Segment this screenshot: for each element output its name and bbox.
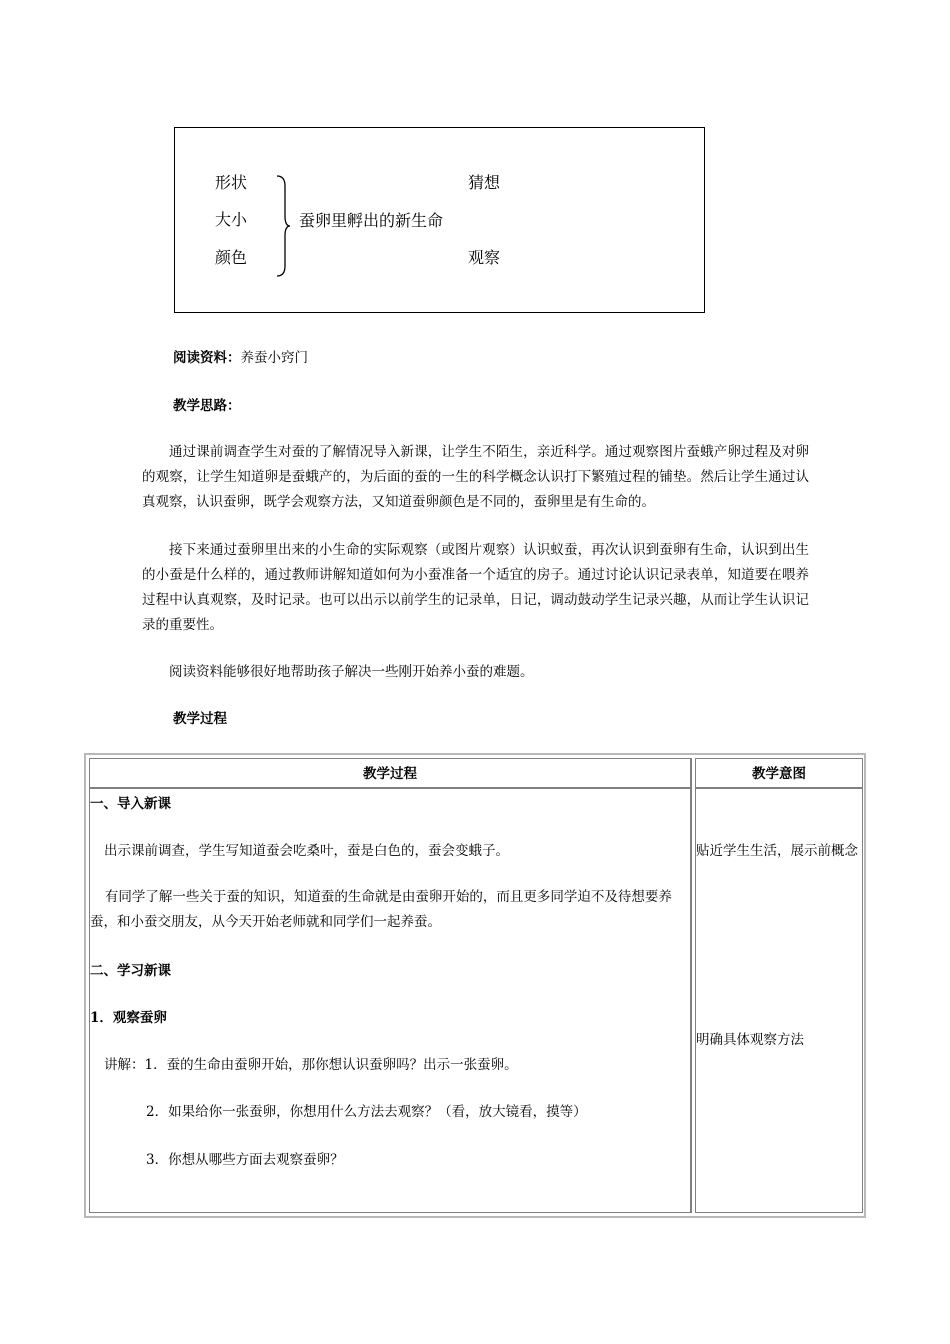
- approach-paragraph-3: 阅读资料能够很好地帮助孩子解决一些刚开始养小蚕的难题。: [169, 664, 534, 680]
- color-label: 颜色: [215, 248, 248, 267]
- process-cell: [89, 788, 692, 1213]
- reading-material: [173, 348, 308, 368]
- approach-paragraph-2: 接下来通过蚕卵里出来的小生命的实际观察（或图片观察）认识蚁蚕，再次认识到蚕卵有生命，认识到出生的小蚕是什么样的，通过教师讲解知道如何为小蚕准备一个适宜的房子。通过讨论认识记录表单，知道要在喂养过程中认真观察，及时记录。也可以出示以前学生的记录单，日记，调动鼓动学生记录兴趣，从而让学生认识记录的重要性。: [142, 542, 809, 633]
- column-header-process: 教学过程: [89, 758, 692, 788]
- subsection-1-title: 1．观察蚕卵: [90, 1010, 167, 1026]
- lesson-table: [84, 753, 866, 1218]
- intent-1: 贴近学生生活，展示前概念: [696, 843, 858, 859]
- approach-heading: 教学思路：: [173, 398, 241, 414]
- guess-label: 猜想: [468, 173, 501, 192]
- intent-2: 明确具体观察方法: [696, 1032, 804, 1048]
- explain-item-2: 2．如果给你一张蚕卵，你想用什么方法去观察？（看，放大镜看，摸等）: [146, 1104, 587, 1120]
- observe-label: 观察: [468, 248, 501, 267]
- shape-label: 形状: [215, 173, 248, 192]
- approach-paragraph-1: 通过课前调查学生对蚕的了解情况导入新课，让学生不陌生，亲近科学。通过观察图片蚕蛾产卵过程及对卵的观察，让学生知道卵是蚕蛾产的，为后面的蚕的一生的科学概念认识打下繁殖过程的铺垫。然后让学生通过认真观察，认识蚕卵，既学会观察方法，又知道蚕卵颜色是不同的，蚕卵里是有生命的。: [142, 444, 809, 510]
- section-1-paragraph-2: 有同学了解一些关于蚕的知识，知道蚕的生命就是由蚕卵开始的，而且更多同学迫不及待想要养蚕，和小蚕交朋友，从今天开始老师就和同学们一起养蚕。: [90, 889, 672, 930]
- column-header-intent: 教学意图: [695, 758, 863, 788]
- process-heading: 教学过程: [173, 711, 227, 727]
- reading-value: 养蚕小窍门: [240, 350, 308, 366]
- section-1-title: 一、导入新课: [90, 796, 171, 812]
- explain-item-1: 讲解：1．蚕的生命由蚕卵开始，那你想认识蚕卵吗？出示一张蚕卵。: [104, 1057, 518, 1073]
- curly-brace-icon: [273, 174, 291, 278]
- explain-item-3: 3．你想从哪些方面去观察蚕卵？: [146, 1152, 344, 1168]
- reading-label: 阅读资料：: [173, 350, 241, 366]
- section-1-paragraph-1: 出示课前调查，学生写知道蚕会吃桑叶，蚕是白色的，蚕会变蛾子。: [104, 843, 509, 859]
- board-title: 蚕卵里孵出的新生命: [299, 211, 444, 230]
- board-diagram: [174, 127, 705, 313]
- intent-cell: [695, 788, 863, 1213]
- section-2-title: 二、学习新课: [90, 963, 171, 979]
- size-label: 大小: [215, 210, 248, 229]
